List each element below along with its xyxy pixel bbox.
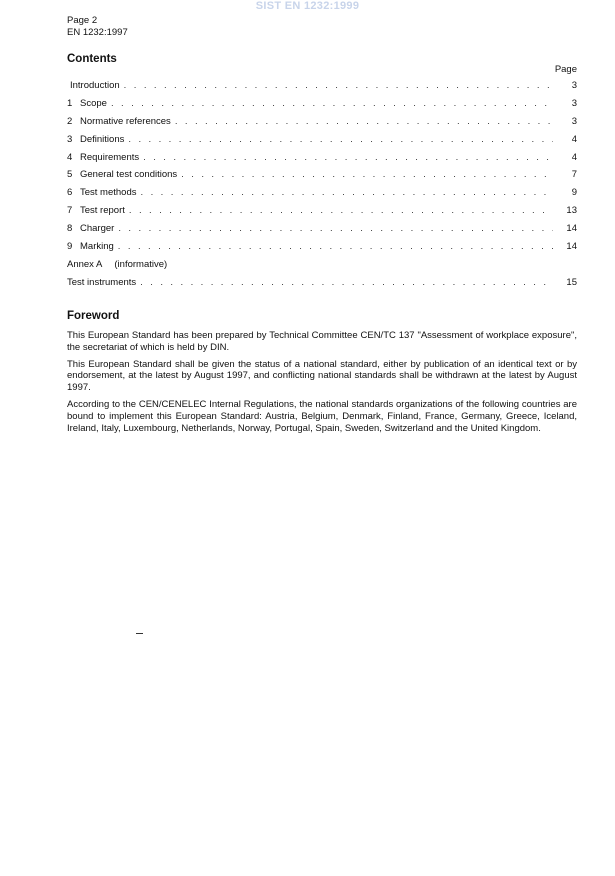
toc-entry-general-test-conditions[interactable]	[67, 169, 577, 187]
foreword-paragraph: According to the CEN/CENELEC Internal Regulations, the national standards organizations of the following countries are bound to implement this European Standard: Austria, Belgium, Denmark, Finland, France, Germany, Greece, Iceland, Ireland, Italy, Luxembourg, Netherlands, Norway, Portugal, Spain, Sweden, Switzerland and the United Kingdom.	[67, 398, 577, 434]
toc-annex-heading	[67, 259, 577, 277]
toc-entry-test-instruments[interactable]	[67, 277, 577, 295]
toc-title: Definitions	[80, 133, 125, 145]
toc-page: 14	[566, 241, 577, 253]
foreword-title: Foreword	[67, 310, 120, 322]
toc-title: Test report	[80, 205, 125, 217]
dot-leader	[124, 80, 553, 91]
toc-title: Normative references	[80, 115, 171, 127]
toc-number: 5	[67, 169, 73, 181]
toc-page: 3	[571, 80, 577, 91]
stray-mark	[136, 633, 143, 634]
annex-label: Annex A	[67, 258, 103, 270]
annex-type: (informative)	[114, 258, 168, 270]
dot-leader	[181, 169, 553, 180]
toc-number: 6	[67, 187, 73, 199]
toc-number: 8	[67, 223, 73, 235]
toc-page: 15	[566, 276, 577, 288]
dot-leader	[140, 277, 553, 288]
dot-leader	[118, 223, 553, 234]
watermark: SIST EN 1232:1999	[255, 0, 360, 12]
table-of-contents	[67, 80, 577, 295]
page-header	[67, 15, 128, 39]
toc-page: 3	[571, 115, 577, 127]
page-column-label: Page	[554, 64, 577, 75]
dot-leader	[129, 205, 553, 216]
toc-page: 3	[571, 97, 577, 109]
toc-title: Marking	[80, 241, 114, 253]
toc-entry-marking[interactable]	[67, 241, 577, 259]
toc-title: Charger	[80, 223, 115, 235]
toc-entry-normative-references[interactable]	[67, 116, 577, 134]
toc-number: 9	[67, 241, 73, 253]
dot-leader	[111, 98, 553, 109]
toc-title: Test instruments	[67, 276, 137, 288]
contents-title: Contents	[67, 53, 117, 65]
standard-id: EN 1232:1997	[67, 27, 128, 38]
toc-page: 4	[571, 133, 577, 145]
dot-leader	[175, 116, 553, 127]
toc-title: Requirements	[80, 151, 140, 163]
toc-number: 1	[67, 97, 73, 109]
toc-title: Scope	[80, 97, 107, 109]
toc-entry-test-methods[interactable]	[67, 187, 577, 205]
toc-title: Test methods	[80, 187, 137, 199]
toc-number: 2	[67, 115, 73, 127]
toc-title: General test conditions	[80, 169, 178, 181]
toc-page: 14	[566, 223, 577, 235]
toc-page: 4	[571, 151, 577, 163]
toc-entry-scope[interactable]	[67, 98, 577, 116]
toc-entry-introduction[interactable]	[67, 80, 577, 98]
toc-page: 13	[566, 205, 577, 217]
dot-leader	[118, 241, 553, 252]
toc-entry-charger[interactable]	[67, 223, 577, 241]
foreword-paragraph: This European Standard has been prepared by Technical Committee CEN/TC 137 "Assessment of workplace exposure", the secretariat of which is held by DIN.	[67, 330, 577, 353]
toc-page: 7	[571, 169, 577, 181]
toc-page: 9	[571, 187, 577, 199]
dot-leader	[141, 187, 554, 198]
dot-leader	[128, 134, 553, 145]
dot-leader	[143, 152, 553, 163]
page-number: Page 2	[67, 15, 98, 26]
toc-entry-test-report[interactable]	[67, 205, 577, 223]
foreword-body	[67, 330, 577, 439]
foreword-paragraph: This European Standard shall be given the status of a national standard, either by publication of an identical text or by endorsement, at the latest by August 1997, and conflicting national standards shall be withdrawn at the latest by August 1997.	[67, 358, 577, 394]
toc-number: 7	[67, 205, 73, 217]
toc-title: Introduction	[70, 80, 120, 91]
toc-entry-requirements[interactable]	[67, 152, 577, 170]
toc-number: 3	[67, 133, 73, 145]
toc-number: 4	[67, 151, 73, 163]
toc-entry-definitions[interactable]	[67, 134, 577, 152]
